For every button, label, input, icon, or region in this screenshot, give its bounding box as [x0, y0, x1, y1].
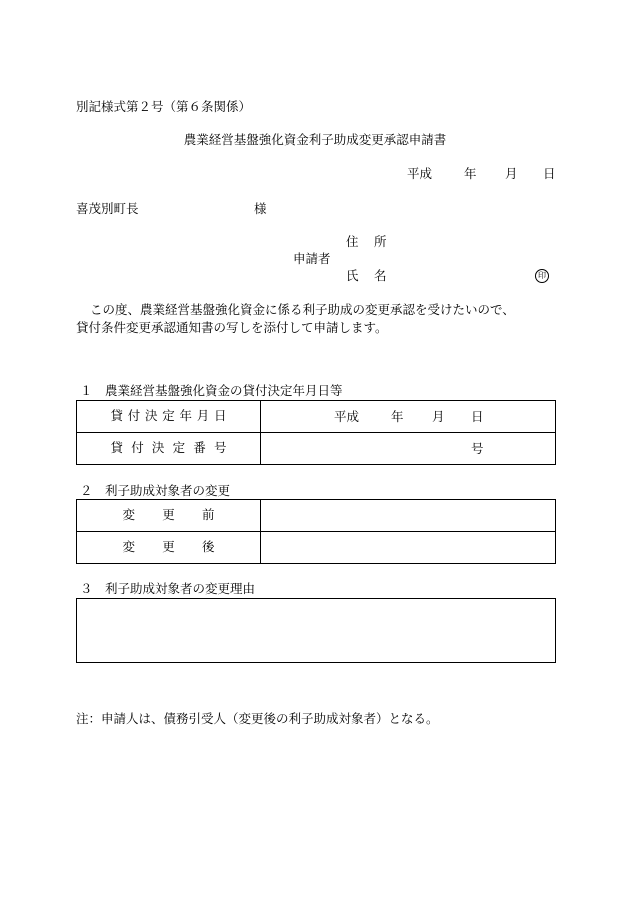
section3-heading: ３ 利子助成対象者の変更理由 — [80, 581, 256, 596]
seal-icon: 印 — [535, 269, 549, 283]
table-row — [77, 401, 556, 433]
after-change-label: 変更後 — [122, 539, 215, 555]
before-change-label: 変更前 — [122, 507, 215, 523]
address-label-2: 所 — [374, 234, 387, 249]
section1-heading: １ 農業経営基盤強化資金の貸付決定年月日等 — [80, 383, 343, 398]
body-line-1: この度、農業経営基盤強化資金に係る利子助成の変更承認を受けたいので、 — [90, 302, 515, 317]
table-row — [77, 532, 556, 564]
loan-date-label: 貸付決定年月日 — [110, 408, 227, 424]
addressee-honorific: 様 — [254, 201, 267, 216]
section2-heading: ２ 利子助成対象者の変更 — [80, 483, 231, 498]
before-change-label-cell — [77, 500, 261, 532]
loan-date-day: 日 — [471, 408, 484, 424]
after-change-label-cell — [77, 532, 261, 564]
loan-date-era: 平成 — [334, 408, 360, 424]
before-change-value-cell[interactable] — [261, 500, 556, 532]
after-change-value-cell[interactable] — [261, 532, 556, 564]
change-reason-box[interactable] — [76, 598, 556, 663]
document-title: 農業経営基盤強化資金利子助成変更承認申請書 — [183, 132, 447, 147]
form-number: 別記様式第２号（第６条関係） — [76, 99, 252, 114]
note: 注：申請人は、債務引受人（変更後の利子助成対象者）となる。 — [76, 711, 439, 726]
date-month: 月 — [505, 166, 518, 181]
table-row — [77, 500, 556, 532]
table-row — [77, 433, 556, 465]
loan-number-label-cell — [77, 433, 261, 465]
address-label-1: 住 — [346, 234, 359, 249]
loan-number-label: 貸付決定番号 — [110, 440, 227, 456]
loan-date-month: 月 — [432, 408, 445, 424]
body-line-2: 貸付条件変更承認通知書の写しを添付して申請します。 — [76, 320, 388, 335]
loan-date-value-cell[interactable] — [261, 401, 556, 433]
loan-number-suffix: 号 — [471, 440, 484, 456]
addressee-name: 喜茂別町長 — [76, 201, 139, 216]
name-label-1: 氏 — [346, 268, 359, 283]
date-era: 平成 — [407, 166, 433, 181]
loan-decision-table — [76, 400, 556, 465]
name-label-2: 名 — [374, 268, 387, 283]
loan-number-value-cell[interactable] — [261, 433, 556, 465]
applicant-label: 申請者 — [293, 251, 331, 266]
date-day: 日 — [543, 166, 556, 181]
recipient-change-table — [76, 499, 556, 564]
loan-date-year: 年 — [391, 408, 404, 424]
loan-date-label-cell — [77, 401, 261, 433]
date-year: 年 — [464, 166, 477, 181]
